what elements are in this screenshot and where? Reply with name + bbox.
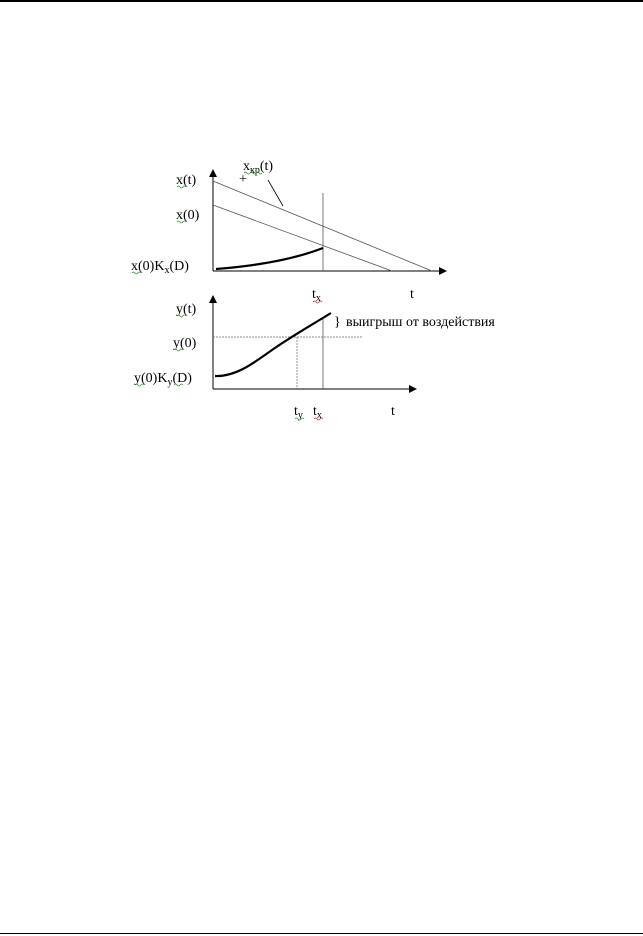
curve-label-xkr: $x_{кр}(t)$: [243, 159, 274, 176]
top-plot: [131, 159, 446, 304]
bottom-tick-ty: $t_y$: [294, 404, 303, 421]
page-bottom-rule: [0, 933, 643, 934]
x-controlled-curve: [216, 248, 323, 269]
y-response-curve: [215, 313, 331, 376]
bottom-tick-tx: $t_x$: [313, 404, 322, 421]
gain-annotation: выигрыш от воздействия: [346, 315, 495, 330]
bottom-ylabel-y0-ky-d: $y(0)K_y(D)$: [134, 371, 192, 388]
xkr-label-pointer: [268, 180, 283, 206]
top-ylabel-x0-kx-d: $x(0)K_x(D)$: [131, 259, 189, 276]
x-decay-line: [213, 205, 392, 271]
gain-brace: }: [334, 315, 341, 330]
bottom-ylabel-yt: y(t): [176, 302, 197, 317]
top-axis-label-t: t: [410, 287, 414, 302]
top-ylabel-x0: x(0): [176, 208, 200, 223]
plus-mark: +: [239, 172, 247, 187]
bottom-plot: [134, 296, 495, 421]
bottom-ylabel-y0: y(0): [173, 336, 197, 351]
bottom-axis-label-t: t: [391, 404, 395, 419]
top-ylabel-xt: x(t): [176, 173, 197, 188]
critical-line: [213, 181, 432, 271]
top-tick-tx: $t_x$: [312, 287, 321, 304]
